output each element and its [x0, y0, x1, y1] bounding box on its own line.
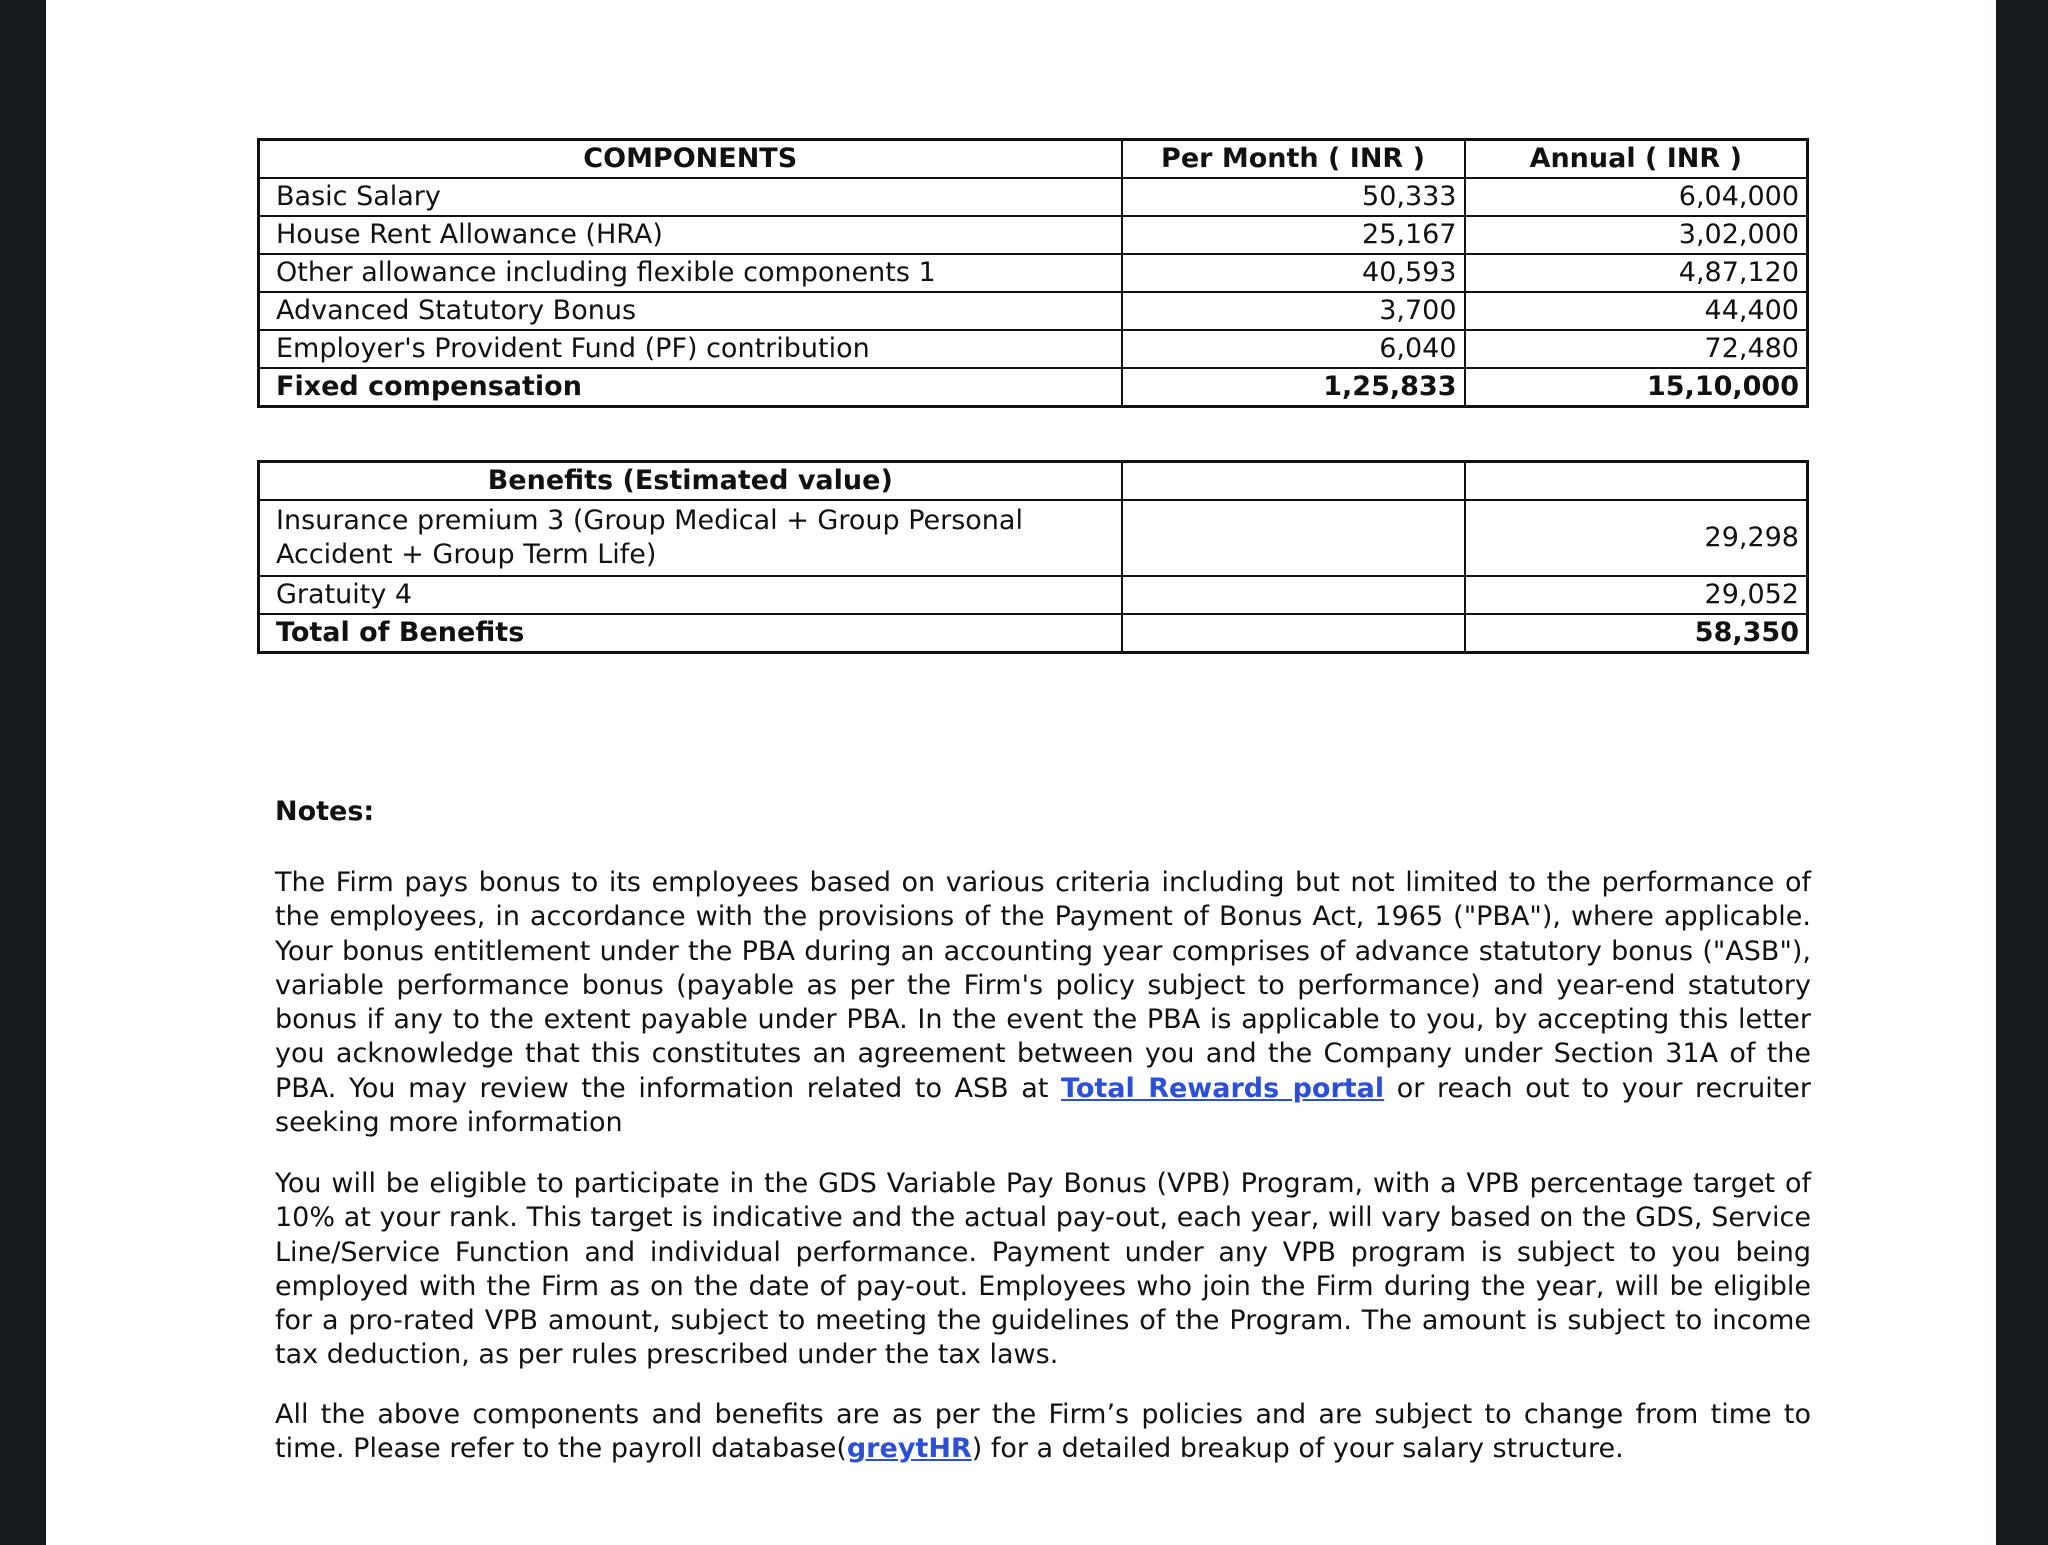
- table-row: [259, 292, 1808, 330]
- total-monthly: 1,25,833: [1122, 368, 1465, 407]
- table-row: [259, 576, 1808, 614]
- total-label: Total of Benefits: [259, 614, 1122, 653]
- paragraph-text: ) for a detailed breakup of your salary structure.: [971, 1433, 1624, 1465]
- paragraph-text: The Firm pays bonus to its employees based on various criteria including but not limited to the performance of the employees, in accordance with the provisions of the Payment of Bonus Act, 1965 ("PBA"), where applicable. Your bonus entitlement under the PBA during an accounting year comprises of advance statutory bonus ("ASB"), variable performance bonus (payable as per the Firm's policy subject to performance) and year-end statutory bonus if any to the extent payable under PBA. In the event the PBA is applicable to you, by accepting this letter you acknowledge that this constitutes an agreement between you and the Company under Section 31A of the PBA. You may review the information related to ASB at: [275, 867, 1811, 1104]
- paragraph-text: or reach out to your recruiter seeking more information: [275, 1072, 1812, 1139]
- monthly-value: 3,700: [1122, 292, 1465, 330]
- total-annual: 15,10,000: [1465, 368, 1808, 407]
- annual-value: 29,298: [1465, 500, 1808, 576]
- fixed-compensation-table: [257, 138, 1809, 408]
- benefits-table: [257, 460, 1809, 654]
- column-header-per-month: Per Month ( INR ): [1122, 140, 1465, 179]
- annual-value: 44,400: [1465, 292, 1808, 330]
- paragraph-text: All the above components and benefits are as per the Firm’s policies and are subject to change from time to time. Please refer to the payroll database(: [275, 1399, 1811, 1465]
- annual-value: 4,87,120: [1465, 254, 1808, 292]
- annual-value: 29,052: [1465, 576, 1808, 614]
- row-label: Insurance premium 3 (Group Medical + Group Personal Accident + Group Term Life): [259, 500, 1122, 576]
- row-label: Advanced Statutory Bonus: [259, 292, 1122, 330]
- total-annual: 58,350: [1465, 614, 1808, 653]
- empty-cell: [1122, 576, 1465, 614]
- monthly-value: 25,167: [1122, 216, 1465, 254]
- column-header-components: COMPONENTS: [259, 140, 1122, 179]
- row-label: Other allowance including flexible components 1: [259, 254, 1122, 292]
- table-row: [259, 254, 1808, 292]
- table-header-row: [259, 140, 1808, 179]
- total-row: [259, 368, 1808, 407]
- notes-paragraph-vpb: You will be eligible to participate in the GDS Variable Pay Bonus (VPB) Program, with a VPB percentage target of 10% at your rank. This target is indicative and the actual pay-out, each year, will vary based on the GDS, Service Line/Service Function and individual performance. Payment under any VPB program is subject to you being employed with the Firm as on the date of pay-out. Employees who join the Firm during the year, will be eligible for a pro-rated VPB amount, subject to meeting the guidelines of the Program. The amount is subject to income tax deduction, as per rules prescribed under the tax laws.: [275, 1168, 1811, 1371]
- row-label: Employer's Provident Fund (PF) contribution: [259, 330, 1122, 368]
- table-row: [259, 178, 1808, 216]
- row-label: Basic Salary: [259, 178, 1122, 216]
- total-rewards-portal-link[interactable]: Total Rewards portal: [1061, 1072, 1385, 1104]
- column-header-benefits: Benefits (Estimated value): [259, 462, 1122, 501]
- document-page: [46, 0, 1996, 1545]
- annual-value: 6,04,000: [1465, 178, 1808, 216]
- monthly-value: 6,040: [1122, 330, 1465, 368]
- monthly-value: 50,333: [1122, 178, 1465, 216]
- column-header-annual: Annual ( INR ): [1465, 140, 1808, 179]
- table-row: [259, 500, 1808, 576]
- notes-paragraph-policies: [275, 1398, 1811, 1467]
- row-label: House Rent Allowance (HRA): [259, 216, 1122, 254]
- empty-cell: [1122, 500, 1465, 576]
- total-row: [259, 614, 1808, 653]
- empty-cell: [1122, 614, 1465, 653]
- empty-header-cell: [1465, 462, 1808, 501]
- row-label: Gratuity 4: [259, 576, 1122, 614]
- empty-header-cell: [1122, 462, 1465, 501]
- notes-paragraph-bonus: [275, 866, 1811, 1140]
- total-label: Fixed compensation: [259, 368, 1122, 407]
- table-row: [259, 330, 1808, 368]
- greythr-link[interactable]: greytHR: [846, 1433, 972, 1465]
- annual-value: 72,480: [1465, 330, 1808, 368]
- annual-value: 3,02,000: [1465, 216, 1808, 254]
- table-row: [259, 216, 1808, 254]
- notes-heading: Notes:: [275, 796, 375, 827]
- monthly-value: 40,593: [1122, 254, 1465, 292]
- table-header-row: [259, 462, 1808, 501]
